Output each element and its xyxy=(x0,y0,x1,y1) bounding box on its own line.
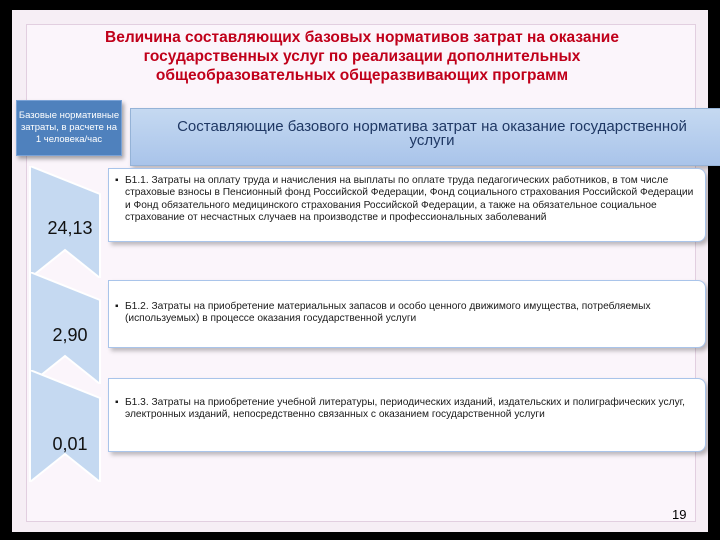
slide-title: Величина составляющих базовых нормативов затрат на оказание государственных услуг по реализации дополнительных общеобразовательных общеразвивающих программ xyxy=(105,29,619,84)
bullet-icon: ▪ xyxy=(115,175,119,186)
cost-item-b1-1 xyxy=(108,168,706,242)
cost-item-text: Б1.3. Затраты на приобретение учебной литературы, периодических изданий, издательских и полиграфических услуг, электронных изданий, непосредственно связанных с оказанием государственной услуги xyxy=(125,397,685,421)
slide xyxy=(12,10,708,532)
chevron-shape-3 xyxy=(20,370,120,482)
bullet-icon: ▪ xyxy=(115,397,119,408)
value-b1-1: 24,13 xyxy=(47,218,93,238)
cost-item-b1-3 xyxy=(108,378,706,452)
page-number: 19 xyxy=(672,507,687,522)
components-header: Составляющие базового норматива затрат на оказание государственной услуги xyxy=(177,118,687,149)
cost-item-text: Б1.1. Затраты на оплату труда и начисления на выплаты по оплате труда педагогических работников, в том числе страховые взносы в Пенсионный фонд Российской Федерации, Фонд социального страхования Российской Федерации и Фонд обязательного медицинского страхования Российской Федерации, а также на обязательное социальное страхование от несчастных случаев на производстве и профессиональных заболеваний xyxy=(125,175,694,224)
cost-item-text: Б1.2. Затраты на приобретение материальных запасов и особо ценного движимого имущества, потребляемых (используемых) в процессе оказания государственной услуги xyxy=(125,301,651,325)
base-cost-label: Базовые нормативные затраты, в расчете на 1 человека/час xyxy=(16,100,122,156)
value-b1-2: 2,90 xyxy=(52,325,88,345)
bullet-icon: ▪ xyxy=(115,301,119,312)
value-b1-3: 0,01 xyxy=(52,434,88,454)
cost-item-b1-2 xyxy=(108,280,706,348)
